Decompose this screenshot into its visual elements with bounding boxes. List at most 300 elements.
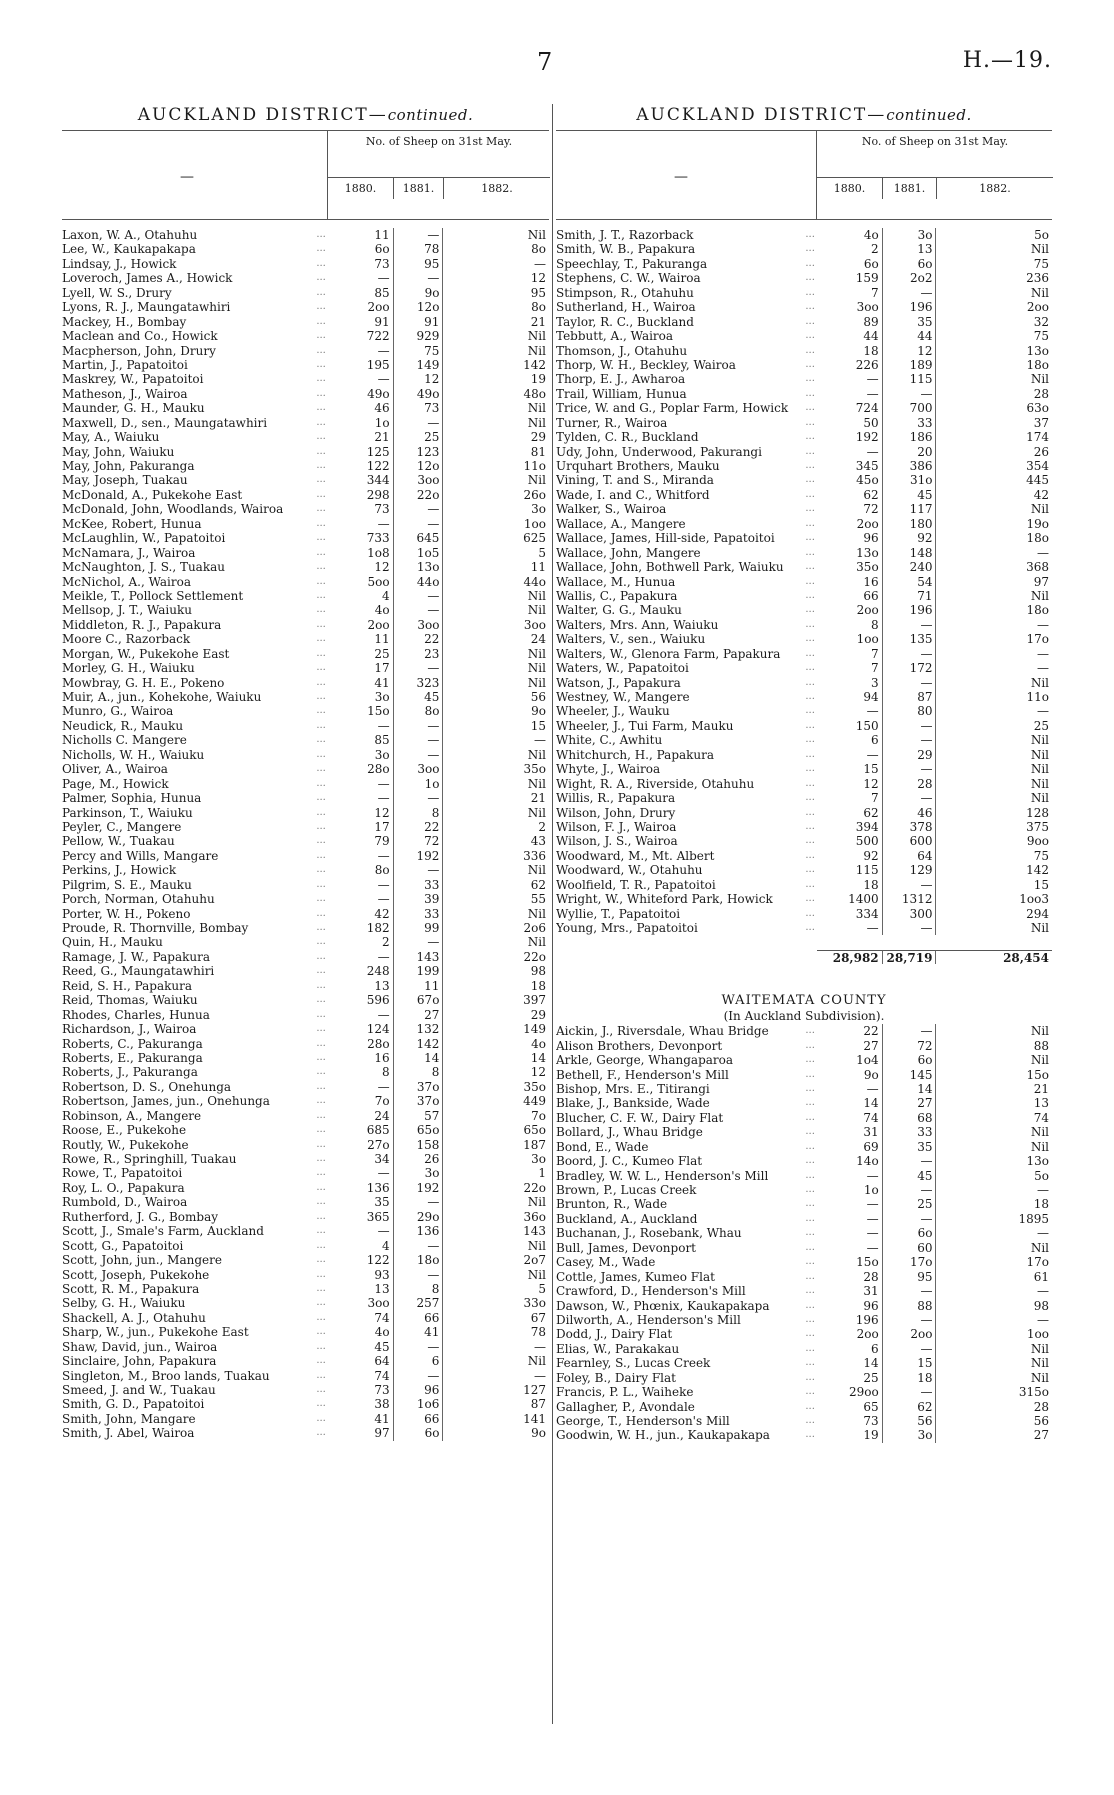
leader-dots: ...	[805, 705, 815, 717]
table-row	[62, 358, 549, 372]
count-1882: 21	[1033, 1081, 1049, 1096]
leader-dots: ...	[805, 734, 815, 746]
table-row	[62, 1181, 549, 1195]
leader-dots: ...	[805, 1270, 815, 1282]
count-1880: 196	[817, 1313, 883, 1327]
count-1880: 3oo	[328, 1296, 394, 1310]
left-heading-text: AUCKLAND DISTRICT—	[137, 105, 388, 125]
table-row	[62, 1412, 549, 1426]
owner-name: Whitchurch, H., Papakura	[556, 747, 715, 762]
table-row	[556, 892, 1052, 906]
owner-name: Robinson, A., Mangere	[62, 1108, 202, 1123]
count-1881: 3oo	[394, 762, 444, 776]
table-row	[556, 1255, 1052, 1269]
leader-dots: ...	[316, 994, 326, 1006]
count-1881: 73	[394, 401, 444, 415]
leader-dots: ...	[805, 719, 815, 731]
leader-dots: ...	[805, 575, 815, 587]
table-row	[556, 242, 1052, 256]
count-1881: 9o	[394, 286, 444, 300]
owner-name: Woodward, W., Otahuhu	[556, 863, 703, 878]
count-1880: 24	[328, 1109, 394, 1123]
count-1882: 81	[530, 444, 546, 459]
count-1881: —	[394, 1369, 444, 1383]
count-1882: Nil	[527, 588, 546, 603]
leader-dots: ...	[316, 286, 326, 298]
table-row	[556, 1299, 1052, 1313]
owner-name: Wallace, M., Hunua	[556, 574, 676, 589]
count-1882: —	[533, 1339, 546, 1354]
table-row	[556, 1183, 1052, 1197]
owner-name: Wade, I. and C., Whitford	[556, 487, 710, 502]
owner-name: Rowe, T., Papatoitoi	[62, 1166, 183, 1181]
count-1882: 62	[530, 877, 546, 892]
count-1882: 95	[530, 285, 546, 300]
count-1882: Nil	[1030, 776, 1049, 791]
leader-dots: ...	[316, 604, 326, 616]
count-1880: 3oo	[817, 300, 883, 314]
owner-name: Wilson, F. J., Wairoa	[556, 819, 677, 834]
owner-name: Wallace, John, Mangere	[556, 545, 701, 560]
count-1880: 13	[328, 979, 394, 993]
owner-name: Shaw, David, jun., Wairoa	[62, 1339, 218, 1354]
count-1882: 5o	[1034, 1168, 1049, 1183]
count-1881: —	[883, 1024, 937, 1038]
leader-dots: ...	[316, 1427, 326, 1439]
leader-dots: ...	[316, 373, 326, 385]
table-row	[62, 502, 549, 516]
owner-name: Palmer, Sophia, Hunua	[62, 791, 202, 806]
count-1881: 6o	[883, 1226, 937, 1240]
leader-dots	[790, 950, 817, 964]
count-1880: 15	[817, 762, 883, 776]
count-1881: 196	[883, 300, 937, 314]
count-1881: —	[883, 1284, 937, 1298]
count-1882: —	[1037, 661, 1049, 676]
leader-dots: ...	[316, 1225, 326, 1237]
owner-name: Wallis, C., Papakura	[556, 588, 678, 603]
count-1880: 2oo	[817, 603, 883, 617]
left-year-1882: 1882.	[444, 177, 550, 199]
leader-dots: ...	[805, 1299, 815, 1311]
count-1880: 17	[328, 820, 394, 834]
count-1881: —	[394, 502, 444, 516]
count-1882: —	[1037, 1312, 1049, 1327]
table-row	[62, 1051, 549, 1065]
leader-dots: ...	[316, 1254, 326, 1266]
owner-name: McDonald, A., Pukekohe East	[62, 487, 243, 502]
owner-name: Mellsop, J. T., Waiuku	[62, 603, 192, 618]
count-1881: 99	[394, 921, 444, 935]
count-1882: —	[1037, 1284, 1049, 1299]
count-1882: 35o	[523, 762, 546, 777]
count-1880: —	[328, 1224, 394, 1238]
count-1882: —	[1037, 1226, 1049, 1241]
table-row	[62, 401, 549, 415]
table-row	[62, 1022, 549, 1036]
count-1882: 9o	[531, 704, 546, 719]
count-1881: —	[394, 661, 444, 675]
count-1881: 145	[883, 1068, 937, 1082]
leader-dots: ...	[316, 835, 326, 847]
count-1882: 2oo	[1026, 300, 1049, 315]
count-1880: 2	[328, 935, 394, 949]
leader-dots: ...	[316, 503, 326, 515]
count-1880: 92	[817, 849, 883, 863]
owner-name: Mowbray, G. H. E., Pokeno	[62, 675, 225, 690]
table-row	[556, 575, 1052, 589]
owner-name: Blucher, C. F. W., Dairy Flat	[556, 1110, 724, 1125]
count-1881: 6o	[883, 257, 937, 271]
count-1882: 142	[523, 357, 546, 372]
table-row	[556, 1414, 1052, 1428]
count-1881: 49o	[394, 387, 444, 401]
table-row	[62, 1268, 549, 1282]
table-row	[62, 329, 549, 343]
owner-name: Meikle, T., Pollock Settlement	[62, 588, 244, 603]
table-row	[62, 632, 549, 646]
count-1880: 29oo	[817, 1385, 883, 1399]
leader-dots: ...	[805, 1155, 815, 1167]
table-row	[62, 1210, 549, 1224]
count-1881: 33	[394, 907, 444, 921]
count-1881: —	[883, 1313, 937, 1327]
count-1882: 44o	[523, 574, 546, 589]
table-row	[556, 271, 1052, 285]
left-column	[62, 100, 549, 1441]
count-1881: —	[883, 762, 937, 776]
table-row	[556, 1111, 1052, 1125]
count-1882: —	[533, 733, 546, 748]
count-1882: 29	[530, 430, 546, 445]
count-1881: —	[883, 1212, 937, 1226]
count-1880: —	[817, 921, 883, 935]
count-1882: 1	[538, 1166, 546, 1181]
count-1880: 3o	[328, 748, 394, 762]
count-1881: 46	[883, 806, 937, 820]
count-1881: 22	[394, 632, 444, 646]
table-row	[556, 849, 1052, 863]
count-1881: —	[394, 416, 444, 430]
count-1880: 2oo	[328, 618, 394, 632]
count-1881: 35	[883, 315, 937, 329]
owner-name: McKee, Robert, Hunua	[62, 516, 202, 531]
count-1880: 2oo	[328, 300, 394, 314]
count-1881: 12	[883, 344, 937, 358]
count-1881: 41	[394, 1325, 444, 1339]
right-sheep-count-label: No. of Sheep on 31st May.	[861, 135, 1009, 148]
table-row	[556, 416, 1052, 430]
leader-dots: ...	[316, 431, 326, 443]
count-1882: Nil	[1030, 1356, 1049, 1371]
leader-dots: ...	[805, 1039, 815, 1051]
owner-name: Dodd, J., Dairy Flat	[556, 1327, 673, 1342]
count-1881: 386	[883, 459, 937, 473]
count-1880: 73	[328, 1383, 394, 1397]
table-row	[556, 921, 1052, 935]
count-1881: —	[394, 603, 444, 617]
count-1882: 15	[1033, 877, 1049, 892]
owner-name: Boord, J. C., Kumeo Flat	[556, 1154, 703, 1169]
table-row	[62, 1195, 549, 1209]
owner-name: Walters, W., Glenora Farm, Papakura	[556, 646, 781, 661]
table-row	[62, 704, 549, 718]
count-1882: 19	[530, 372, 546, 387]
count-1882: 24	[530, 632, 546, 647]
right-heading-text: AUCKLAND DISTRICT—	[636, 105, 887, 125]
count-1882: Nil	[1030, 733, 1049, 748]
table-row	[556, 690, 1052, 704]
count-1880: 28o	[328, 1037, 394, 1051]
table-row	[62, 445, 549, 459]
owner-name: Buckland, A., Auckland	[556, 1211, 698, 1226]
owner-name: Proude, R. Thornville, Bombay	[62, 921, 249, 935]
count-1881: 45	[883, 488, 937, 502]
leader-dots: ...	[316, 229, 326, 240]
count-1881: —	[394, 1340, 444, 1354]
owner-name: Scott, J., Smale's Farm, Auckland	[62, 1224, 264, 1239]
count-1880: 12	[817, 777, 883, 791]
count-1882: Nil	[1030, 1053, 1049, 1068]
count-1882: —	[1037, 1183, 1049, 1197]
table-row	[556, 907, 1052, 921]
table-row	[556, 401, 1052, 415]
owner-name: Maunder, G. H., Mauku	[62, 401, 205, 416]
table-row	[556, 546, 1052, 560]
leader-dots: ...	[316, 806, 326, 818]
leader-dots: ...	[805, 922, 815, 933]
leader-dots: ...	[316, 474, 326, 486]
owner-name: Walters, V., sen., Waiuku	[556, 632, 706, 647]
count-1881: 44o	[394, 575, 444, 589]
count-1880: 9o	[817, 1068, 883, 1082]
count-1881: 95	[883, 1270, 937, 1284]
count-1881: 196	[883, 603, 937, 617]
count-1880: 18	[817, 344, 883, 358]
table-row	[62, 979, 549, 993]
owner-name: Dilworth, A., Henderson's Mill	[556, 1312, 741, 1327]
owner-name: Wyllie, T., Papatoitoi	[556, 906, 681, 921]
owner-name: Bollard, J., Whau Bridge	[556, 1125, 703, 1140]
owner-name: Gallagher, P., Avondale	[556, 1399, 695, 1414]
table-row	[62, 1354, 549, 1368]
count-1882: 3oo	[523, 617, 546, 632]
count-1880: 96	[817, 1299, 883, 1313]
owner-name: Roberts, J., Pakuranga	[62, 1065, 198, 1080]
count-1881: —	[394, 517, 444, 531]
totals-row	[556, 950, 1052, 964]
table-row	[62, 560, 549, 574]
count-1880: —	[817, 372, 883, 386]
count-1880: —	[328, 777, 394, 791]
count-1881: —	[883, 1154, 937, 1168]
table-row	[62, 907, 549, 921]
leader-dots: ...	[805, 864, 815, 876]
count-1881: 172	[883, 661, 937, 675]
leader-dots: ...	[805, 676, 815, 688]
count-1881: 929	[394, 329, 444, 343]
leader-dots: ...	[805, 1241, 815, 1253]
count-1880: —	[328, 1166, 394, 1180]
county-subheading: (In Auckland Subdivision).	[723, 1009, 885, 1024]
table-row	[556, 1212, 1052, 1226]
leader-dots: ...	[805, 416, 815, 428]
owner-name: Quin, H., Mauku	[62, 935, 163, 950]
count-1882: 354	[1026, 459, 1049, 473]
owner-name: McDonald, John, Woodlands, Wairoa	[62, 502, 284, 517]
count-1882: 15o	[1026, 1067, 1049, 1082]
count-1880: 596	[328, 993, 394, 1007]
count-1882: Nil	[527, 661, 546, 676]
count-1880: 13	[328, 1282, 394, 1296]
count-1882: 56	[1033, 1414, 1049, 1428]
count-1880: 45o	[817, 473, 883, 487]
leader-dots: ...	[316, 676, 326, 688]
leader-dots: ...	[805, 820, 815, 832]
leader-dots: ...	[805, 835, 815, 847]
owner-name: Turner, R., Wairoa	[556, 415, 668, 430]
leader-dots: ...	[805, 878, 815, 890]
owner-name: May, John, Waiuku	[62, 444, 175, 459]
leader-dots: ...	[316, 763, 326, 775]
leader-dots: ...	[316, 1326, 326, 1338]
leader-dots: ...	[805, 1415, 815, 1426]
owner-name: Lindsay, J., Howick	[62, 256, 177, 271]
leader-dots: ...	[316, 878, 326, 890]
table-row	[556, 459, 1052, 473]
owner-name: Whyte, J., Wairoa	[556, 762, 661, 777]
table-row	[62, 1282, 549, 1296]
leader-dots: ...	[805, 387, 815, 399]
table-row	[62, 257, 549, 271]
owner-name: Munro, G., Wairoa	[62, 704, 174, 719]
count-1880: 195	[328, 358, 394, 372]
count-1882: 19o	[1026, 516, 1049, 531]
leader-dots: ...	[316, 1109, 326, 1121]
count-1882: Nil	[1030, 762, 1049, 777]
count-1881: 1o5	[394, 546, 444, 560]
count-1880: —	[817, 1226, 883, 1240]
count-1881: —	[394, 733, 444, 747]
leader-dots: ...	[805, 517, 815, 529]
table-row	[556, 1284, 1052, 1298]
table-row	[556, 589, 1052, 603]
left-year-1880: 1880.	[328, 177, 394, 199]
leader-dots: ...	[316, 460, 326, 471]
leader-dots: ...	[316, 1080, 326, 1092]
leader-dots: ...	[316, 893, 326, 905]
count-1880: 2	[817, 242, 883, 256]
count-1882: 75	[1033, 329, 1049, 344]
leader-dots: ...	[805, 1285, 815, 1297]
count-1881: 91	[394, 315, 444, 329]
owner-name: Trice, W. and G., Poplar Farm, Howick	[556, 401, 789, 416]
count-1881: 257	[394, 1296, 444, 1310]
leader-dots: ...	[805, 777, 815, 789]
count-1882: Nil	[527, 603, 546, 618]
owner-name: Bishop, Mrs. E., Titirangi	[556, 1081, 710, 1096]
leader-dots: ...	[316, 1384, 326, 1395]
count-1882: 28	[1033, 386, 1049, 401]
count-1881: 14	[394, 1051, 444, 1065]
owner-name: Laxon, W. A., Otahuhu	[62, 228, 198, 242]
count-1880: 45	[328, 1340, 394, 1354]
count-1880: 41	[328, 676, 394, 690]
owner-name: Wallace, James, Hill-side, Papatoitoi	[556, 531, 775, 546]
leader-dots: ...	[316, 488, 326, 500]
table-row	[556, 488, 1052, 502]
count-1880: —	[817, 1212, 883, 1226]
count-1880: 7	[817, 661, 883, 675]
count-1881: 700	[883, 401, 937, 415]
owner-name: Scott, John, jun., Mangere	[62, 1253, 222, 1268]
table-row	[556, 1154, 1052, 1168]
table-row	[62, 1152, 549, 1166]
leader-dots: ...	[316, 517, 326, 529]
count-1880: —	[817, 748, 883, 762]
count-1881: —	[883, 387, 937, 401]
owner-name: Goodwin, W. H., jun., Kaukapakapa	[556, 1428, 770, 1443]
table-row	[556, 806, 1052, 820]
count-1882: Nil	[527, 401, 546, 416]
count-1880: 41	[328, 1412, 394, 1426]
count-1880: 365	[328, 1210, 394, 1224]
count-1880: 344	[328, 473, 394, 487]
count-1880: 15o	[817, 1255, 883, 1269]
table-row	[62, 806, 549, 820]
leader-dots: ...	[805, 1328, 815, 1340]
table-row	[556, 1371, 1052, 1385]
owner-name: Willis, R., Papakura	[556, 791, 676, 806]
leader-dots: ...	[805, 806, 815, 818]
leader-dots: ...	[805, 1126, 815, 1138]
count-1880: 8	[328, 1065, 394, 1079]
count-1881: 26	[394, 1152, 444, 1166]
count-1881: 6o	[883, 1053, 937, 1067]
count-1880: 226	[817, 358, 883, 372]
owner-name: Tylden, C. R., Buckland	[556, 430, 699, 445]
count-1881: —	[394, 271, 444, 285]
count-1881: 14	[883, 1082, 937, 1096]
table-row	[62, 1426, 549, 1440]
owner-name: Reed, G., Maungatawhiri	[62, 964, 215, 979]
count-1880: 22	[817, 1024, 883, 1038]
owner-name: Mackey, H., Bombay	[62, 314, 187, 329]
leader-dots: ...	[316, 1282, 326, 1294]
count-1881: —	[394, 748, 444, 762]
leader-dots: ...	[805, 460, 815, 471]
count-1881: —	[394, 863, 444, 877]
table-row	[556, 502, 1052, 516]
count-1881: 35	[883, 1140, 937, 1154]
table-row	[556, 1270, 1052, 1284]
leader-dots: ...	[805, 257, 815, 269]
count-1880: 7o	[328, 1094, 394, 1108]
table-row	[62, 733, 549, 747]
count-1880: 1o8	[328, 546, 394, 560]
owner-name: Porter, W. H., Pokeno	[62, 906, 191, 921]
owner-name: Bradley, W. W. L., Henderson's Mill	[556, 1168, 769, 1183]
count-1880: 124	[328, 1022, 394, 1036]
leader-dots: ...	[316, 257, 326, 269]
count-1881: 2oo	[883, 1327, 937, 1341]
table-row	[556, 676, 1052, 690]
count-1880: 25	[817, 1371, 883, 1385]
table-row	[556, 344, 1052, 358]
table-row	[62, 878, 549, 892]
owner-name: Sharp, W., jun., Pukekohe East	[62, 1325, 249, 1340]
owner-name: McNamara, J., Wairoa	[62, 545, 196, 560]
